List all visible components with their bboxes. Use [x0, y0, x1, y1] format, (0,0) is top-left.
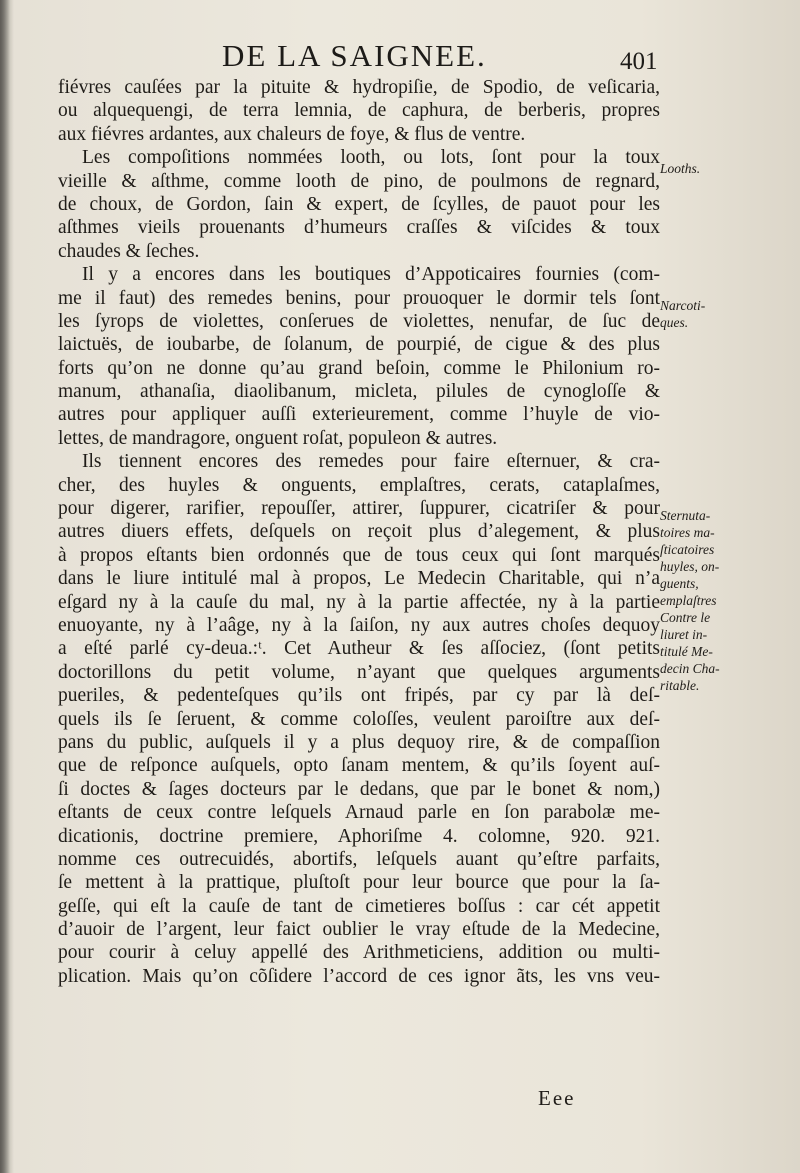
text-line: Il y a encores dans les boutiques d’Appoticaires fournies (com-: [82, 264, 660, 286]
text-line: lettes, de mandragore, onguent roſat, populeon & autres.: [58, 427, 498, 449]
margin-note-line: decin Cha-: [660, 661, 720, 676]
body-text: [58, 76, 660, 988]
text-line: dans le liure intitulé mal à propos, Le Medecin Charitable, qui n’a: [58, 568, 660, 590]
margin-note-line: ques.: [660, 315, 689, 330]
margin-note-line: Narcoti-: [660, 298, 706, 313]
text-line: pans du public, auſquels il y a plus dequoy rire, & de compaſſion: [58, 731, 660, 753]
text-line: forts qu’on ne donne qu’au grand beſoin, comme le Philonium ro-: [58, 357, 660, 379]
text-line: pour courir à celuy appellé des Arithmeticiens, addition ou multi-: [58, 942, 660, 964]
text-line: que de reſponce auſquels, opto ſanam mentem, & qu’ils ſoyent auſ-: [58, 755, 660, 777]
margin-note-line: huyles, on-: [660, 559, 720, 574]
text-line: ſe mettent à la prattique, pluſtoſt pour leur bource que pour la ſa-: [58, 872, 660, 894]
text-line: aux fiévres ardantes, aux chaleurs de foye, & flus de ventre.: [58, 123, 526, 145]
text-line: de choux, de Gordon, ſain & expert, de ſcylles, de pauot pour les: [58, 193, 660, 215]
spine-shadow: [0, 0, 10, 1173]
margin-note-line: toires ma-: [660, 525, 715, 540]
text-line: pueriles, & pedenteſques qu’ils ont fripés, par cy par là deſ-: [58, 685, 660, 707]
margin-note-line: Sternuta-: [660, 508, 711, 523]
text-line: aſthmes vieils prouenants d’humeurs craſſes & viſcides & toux: [58, 217, 660, 239]
text-line: les ſyrops de violettes, conſerues de violettes, nenufar, de ſuc de: [58, 310, 660, 332]
text-line: me il faut) des remedes benins, pour prouoquer le dormir tels ſont: [58, 287, 660, 309]
text-line: plication. Mais qu’on cõſidere l’accord de ces ignor ãts, les vns veu-: [58, 965, 660, 987]
margin-note-line: Looths.: [660, 161, 701, 176]
text-line: cher, des huyles & onguents, emplaſtres, cerats, cataplaſmes,: [58, 474, 660, 496]
text-line: quels ils ſe ſeruent, & comme coloſſes, veulent paroiſtre aux deſ-: [58, 708, 660, 730]
margin-note-line: ritable.: [660, 678, 700, 693]
margin-note-line: emplaſtres: [660, 593, 717, 608]
margin-note-line: Contre le: [660, 610, 711, 625]
text-line: laictuës, de ioubarbe, de ſolanum, de pourpié, de cigue & des plus: [58, 334, 660, 356]
text-line: nomme ces outrecuidés, abortifs, leſquels auant qu’eſtre parfaits,: [58, 848, 660, 870]
text-line: autres pour appliquer auſſi exterieurement, comme l’huyle de vio-: [58, 404, 660, 426]
text-line: vieille & aſthme, comme looth de pino, de poulmons de regnard,: [58, 170, 660, 192]
margin-note-line: ſticatoires: [660, 542, 715, 557]
text-line: à propos eſtants bien ordonnés que de tous ceux qui ſont marqués: [58, 544, 660, 566]
text-line: dicationis, doctrine premiere, Aphoriſme 4. colomne, 920. 921.: [58, 825, 660, 847]
text-line: doctorillons du petit volume, n’ayant que quelques arguments: [58, 661, 660, 683]
text-line: eſtants de ceux contre leſquels Arnaud parle en ſon parabolæ me-: [58, 802, 660, 824]
margin-note-line: liuret in-: [660, 627, 708, 642]
text-line: Les compoſitions nommées looth, ou lots, ſont pour la toux: [82, 147, 660, 169]
text-line: fiévres cauſées par la pituite & hydropiſie, de Spodio, de veſicaria,: [58, 77, 660, 98]
margin-note-line: guents,: [660, 576, 699, 591]
text-line: a eſté parlé cy-deua.:ᵗ. Cet Autheur & ſes aſſociez, (ſont petits: [58, 638, 660, 660]
text-line: autres diuers effets, deſquels on reçoit plus d’alegement, & plus: [58, 521, 660, 543]
margin-note-looths: [660, 160, 800, 177]
text-line: manum, athanaſia, diaolibanum, micleta, pilules de cynogloſſe &: [58, 381, 660, 403]
text-line: Ils tiennent encores des remedes pour faire eſternuer, & cra-: [82, 451, 660, 473]
text-line: eſgard ny à la cauſe du mal, ny à la partie affectée, ny à la partie: [58, 591, 660, 613]
text-line: pour digerer, rarifier, repouſſer, attirer, ſuppurer, cicatriſer & pour: [58, 498, 660, 520]
text-line: ou alquequengi, de terra lemnia, de caphura, de berberis, propres: [58, 100, 660, 122]
page-number: 401: [620, 48, 658, 75]
running-head: DE LA SAIGNEE.: [222, 38, 487, 73]
margin-note-line: titulé Me-: [660, 644, 713, 659]
text-line: d’auoir de l’argent, leur faict oublier le vray eſtude de la Medecine,: [58, 919, 660, 941]
text-line: geſſe, qui eſt la cauſe de tant de cimetieres boſſus : car cét appetit: [58, 895, 660, 917]
margin-note-narcotiques: [660, 297, 800, 331]
text-line: enuoyante, ny à l’aâge, ny à la ſaiſon, ny aux autres choſes dequoy: [58, 614, 660, 636]
signature-mark: Eee: [538, 1086, 576, 1110]
page-header: [0, 38, 800, 78]
margin-note-sternutatoires: [660, 507, 800, 694]
text-line: chaudes & ſeches.: [58, 240, 200, 262]
text-line: ſi doctes & ſages docteurs par le dedans, que par le bonet & nom,): [58, 778, 660, 800]
